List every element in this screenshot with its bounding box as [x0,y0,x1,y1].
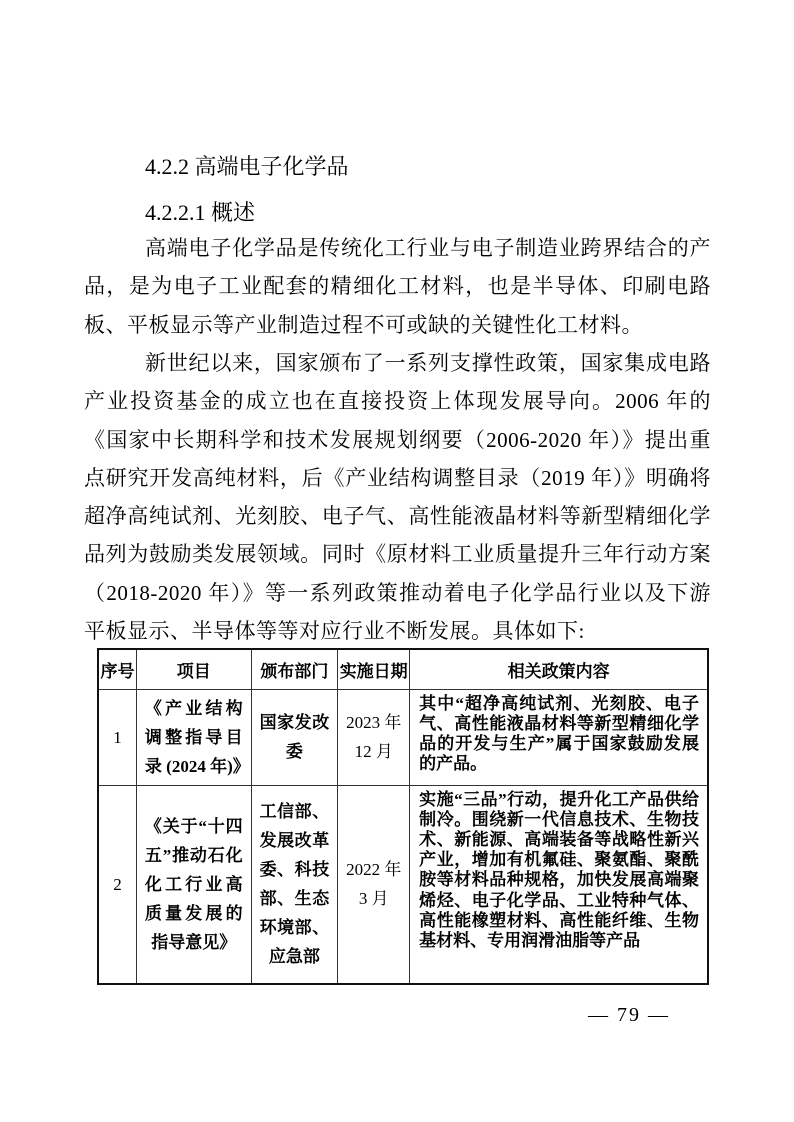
cell-content: 实施“三品”行动，提升化工产品供给制冷。围绕新一代信息技术、生物技术、新能源、高端装备等战略性新兴产业，增加有机氟硅、聚氨酯、聚酰胺等材料品种规格，加快发展高端聚烯烃、电子化学品、工业特种气体、高性能橡塑材料、高性能纤维、生物基材料、专用润滑油脂等产品 [410,785,708,984]
column-header-project: 项目 [136,649,251,689]
cell-no: 2 [98,785,136,984]
subsection-heading: 4.2.2.1 概述 [145,200,256,225]
paragraph-overview: 高端电子化学品是传统化工行业与电子制造业跨界结合的产品，是为电子工业配套的精细化工材料，也是半导体、印刷电路板、平板显示等产业制造过程不可或缺的关键性化工材料。 [84,236,711,337]
cell-date: 2022 年 3 月 [338,785,410,984]
column-header-no: 序号 [98,649,136,689]
cell-project: 《产业结构调整指导目录 (2024 年)》 [136,689,251,785]
cell-date: 2023 年 12 月 [338,689,410,785]
column-header-date: 实施日期 [338,649,410,689]
page-number: — 79 — [588,1004,670,1026]
section-heading: 4.2.2 高端电子化学品 [145,154,349,179]
table-row [98,785,708,984]
cell-no: 1 [98,689,136,785]
cell-project: 《关于“十四五”推动石化化工行业高质量发展的指导意见》 [136,785,251,984]
table-row [98,689,708,785]
policy-table [97,648,709,985]
paragraph-policy-history: 新世纪以来，国家颁布了一系列支撑性政策，国家集成电路产业投资基金的成立也在直接投资上体现发展导向。2006 年的《国家中长期科学和技术发展规划纲要（2006-2020 年）》提出重点研究开发高纯材料，后《产业结构调整目录（2019 年）》明确将超净高纯试剂、光刻胶、电子气、高性能液晶材料等新型精细化学品列为鼓励类发展领域。同时《原材料工业质量提升三年行动方案（2018-2020 年）》等一系列政策推动着电子化学品行业以及下游平板显示、半导体等等对应行业不断发展。具体如下: [84,351,711,644]
cell-department: 国家发改委 [251,689,338,785]
column-header-content: 相关政策内容 [410,649,708,689]
column-header-department: 颁布部门 [251,649,338,689]
table-header-row [98,649,708,689]
cell-content: 其中“超净高纯试剂、光刻胶、电子气、高性能液晶材料等新型精细化学品的开发与生产”属于国家鼓励发展的产品。 [410,689,708,785]
cell-department: 工信部、发展改革委、科技部、生态环境部、应急部 [251,785,338,984]
